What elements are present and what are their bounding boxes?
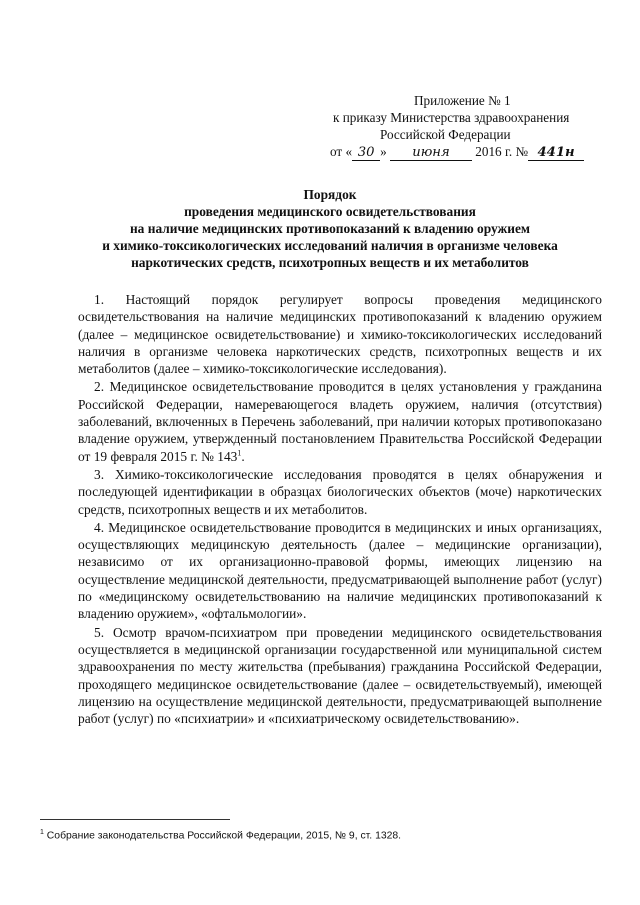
annex-month-handwritten: июня bbox=[390, 146, 472, 161]
paragraph-5: 5. Осмотр врачом-психиатром при проведении медицинского освидетельствования осуществляется в медицинской организации государственной или муниципальной систем здравоохранения по месту жительства (пребывания) гражданина Российской Федерации, проходящего медицинское освидетельствование (далее – освидетельствуемый), имеющей лицензию на осуществление медицинской деятельности, предусматривающей выполнение работ (услуг) по «психиатрии» и «психиатрическому освидетельствованию». bbox=[78, 624, 602, 727]
footnote bbox=[40, 826, 600, 842]
title-line-2: проведения медицинского освидетельствования bbox=[184, 204, 476, 219]
footnote-text: Собрание законодательства Российской Федерации, 2015, № 9, ст. 1328. bbox=[43, 830, 402, 842]
annex-federation: Российской Федерации bbox=[380, 127, 511, 142]
title-line-5: наркотических средств, психотропных веществ и их метаболитов bbox=[131, 255, 529, 270]
title-line-3: на наличие медицинских противопоказаний к владению оружием bbox=[129, 221, 531, 236]
annex-header bbox=[330, 92, 620, 161]
title-line-4: и химико-токсикологических исследований наличия в организме человека bbox=[102, 238, 558, 253]
annex-year: 2016 г. № bbox=[475, 144, 529, 159]
annex-from: от « bbox=[330, 144, 353, 159]
document-title bbox=[40, 186, 620, 271]
annex-day-handwritten: 30 bbox=[352, 146, 380, 161]
annex-order-ref: к приказу Министерства здравоохранения bbox=[333, 110, 570, 125]
footnote-divider bbox=[40, 819, 230, 820]
paragraph-2-end: . bbox=[241, 448, 245, 464]
paragraph-1: 1. Настоящий порядок регулирует вопросы проведения медицинского освидетельствования на наличие медицинских противопоказаний к владению оружием (далее – медицинское освидетельствование) и химико-токсикологических исследований наличия в организме человека наркотических средств, психотропных веществ и их метаболитов (далее – химико-токсикологические исследования). bbox=[78, 292, 602, 377]
footnote-mark: 1 bbox=[40, 829, 44, 836]
title-line-1: Порядок bbox=[303, 187, 357, 202]
annex-date-line bbox=[330, 143, 620, 161]
paragraph-3: 3. Химико-токсикологические исследования проводятся в целях обнаружения и последующей идентификации в образцах биологических объектов (моче) наркотических средств, психотропных веществ и их метаболитов. bbox=[78, 466, 602, 517]
annex-number-handwritten: 441н bbox=[528, 146, 584, 161]
paragraph-2 bbox=[78, 378, 602, 464]
paragraph-4: 4. Медицинское освидетельствование проводится в медицинских и иных организациях, осуществляющих медицинскую деятельность (далее – медицинские организации), независимо от их организационно-правовой формы, имеющих лицензию на осуществление медицинской деятельности, предусматривающей выполнение работ (услуг) по «медицинскому освидетельствованию на наличие медицинских противопоказаний к владению оружием», «офтальмологии». bbox=[78, 519, 602, 622]
annex-close-quote: » bbox=[380, 144, 387, 159]
annex-title: Приложение № 1 bbox=[414, 93, 511, 108]
footnote-ref: 1 bbox=[237, 448, 242, 458]
document-body bbox=[78, 291, 602, 727]
paragraph-2-text: 2. Медицинское освидетельствование проводится в целях установления у гражданина Российской Федерации, намеревающегося владеть оружием, наличия (отсутствия) заболеваний, включенных в Перечень заболеваний, при наличии которых противопоказано владение оружием, утвержденный постановлением Правительства Российской Федерации от 19 февраля 2015 г. № 143 bbox=[78, 379, 602, 464]
